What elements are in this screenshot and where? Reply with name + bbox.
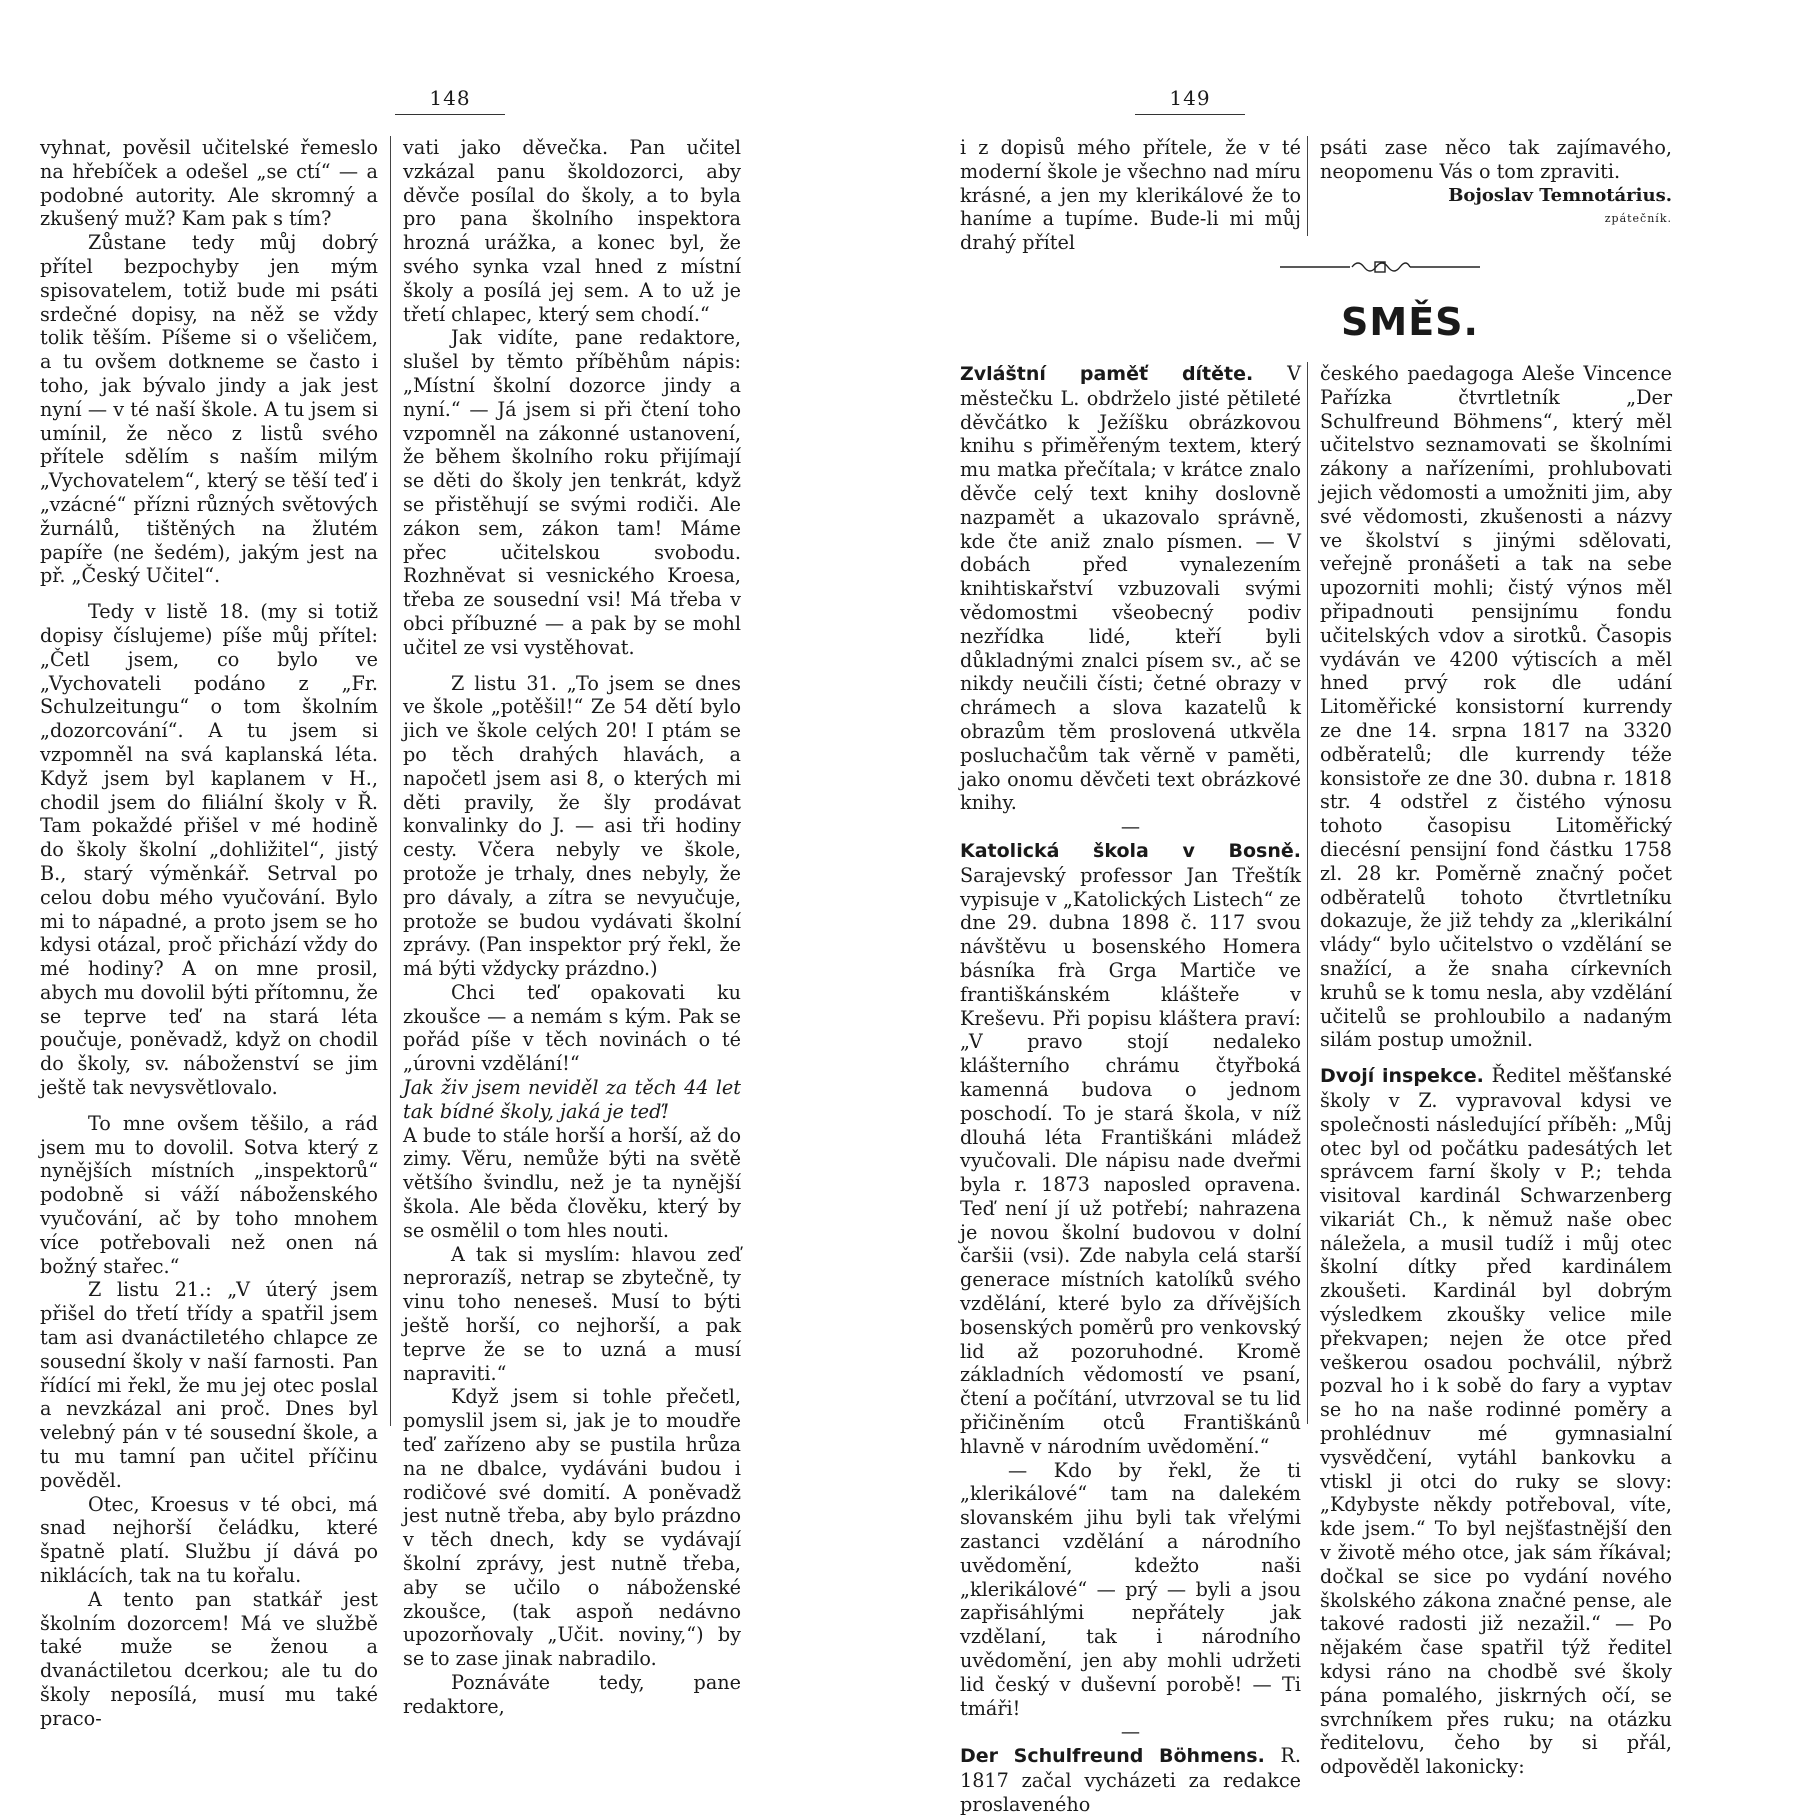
page-number-rule: [1135, 114, 1245, 115]
paragraph: Poznáváte tedy, pane redaktore,: [403, 1671, 741, 1718]
column-rule: [1307, 136, 1308, 236]
paragraph: A tento pan statkář jest školním dozorcem! Má ve službě také muže se ženou a dvanáctiletou dcerkou; ale tu do školy neposílá, musí mu také praco-: [40, 1587, 378, 1730]
signature-subtitle: zpátečník.: [1604, 212, 1672, 226]
page-number: 149: [1169, 86, 1211, 110]
article: [960, 1744, 1301, 1816]
left-column-2: [403, 136, 741, 1719]
right-column-1: [960, 362, 1301, 1817]
right-top-column-1: [960, 136, 1301, 255]
paragraph: — Kdo by řekl, že ti „klerikálové“ tam na dalekém slovanském jihu byli tak vřelými zastanci vzdělání a národního uvědomění, kdežto naši „klerikálové“ — prý — byli a jsou zapřisáhlými nepřátely jak vzdělaní, tak i národního uvědomění, jen aby mohli udržeti lid český v duševní porobě! — Ti tmáři!: [960, 1458, 1301, 1720]
page-number-rule: [395, 114, 505, 115]
right-top-column-2: [1320, 136, 1672, 231]
article: [960, 839, 1301, 1459]
article-body: Sarajevský professor Jan Třeštík vypisuje v „Katolických Listech“ ze dne 29. dubna 1898 č. 117 svou návštěvu u bosenského Homera básníka frà Grga Martiče ve františkánském klášteře v Kreševu. Při popisu kláštera praví: „V pravo stojí nedaleko klášterního chrámu čtyřboká kamenná budova o jednom poschodí. To je stará škola, v níž dlouhá léta Františkáni mládež vyučovali. Dle nápisu nade dveřmi byla r. 1873 naposled opravena. Teď není jí už potřebí; nahrazena je novou školní budovou v dolní čaršii (vsi). Zde nabyla celá starší generace místních katolíků svého vzdělání, které bylo za dřívějších bosenských poměrů pro venkovský lid až pozoruhodné. Kromě základních vědomostí ve psaní, čtení a počítání, utvrzoval se tu lid přičiněním otců Františkánů hlavně v národním uvědomění.“: [960, 863, 1301, 1458]
column-rule: [390, 136, 391, 1426]
paragraph: Když jsem si tohle přečetl, pomyslil jsem si, jak je to moudře teď zařízeno aby se pustila hrůza na ne dbalce, vydáváni budou i rodičové své domití. A poněvadž jest nutně třeba, aby bylo prázdno v těch dnech, kdy se vydávají školní zprávy, jest nutně třeba, aby se učilo o náboženské zkoušce, (tak aspoň nedávno upozorňovaly „Učit. noviny,“) by se to zase jinak nabradilo.: [403, 1385, 741, 1671]
article-body: V městečku L. obdrželo jisté pětileté děvčátko k Ježíšku obrázkovou knihu s přiměřeným textem, který mu matka přečítala; v krátce znalo děvče celý text knihy doslovně nazpamět a ukazovalo správně, kde čte aniž znalo písmen. — V dobách před vynalezením knihtiskařství vzbuzovali svými vědomostmi všeobecný podiv nezřídka lidé, kteří byli důkladnými znalci písem sv., ač se nikdy neučili čísti; četné obrazy v chrámech a slova kazatelů k obrazům těm proslovená utkvěla posluchačům tak věrně v paměti, jako onomu děvčeti text obrázkové knihy.: [960, 362, 1301, 815]
separator-dash: —: [1120, 1720, 1141, 1744]
paragraph: Tedy v listě 18. (my si totiž dopisy číslujeme) píše můj přítel: „Četl jsem, co bylo ve „Vychovateli podáno z „Fr. Schulzeitungu“ o tom školním „dozorcování“. A tu jsem si vzpomněl na svá kaplanská léta. Když jsem byl kaplanem v H., chodil jsem do filiální školy v Ř. Tam pokaždé přišel v mé hodině do školy školní „dohližitel“, jistý B., starý výměnkář. Setrval po celou dobu mého vyučování. Bylo mi to nápadné, a proto jsem se ho kdysi otázal, proč přichází vždy do mé hodiny? A on mne prosil, abych mu dovolil býti přítomnu, že se teprve teď na stará léta poučuje, poněvadž, když on chodil do školy, sv. náboženství se jim ještě tak nevysvětlovalo.: [40, 600, 378, 1100]
paragraph: Otec, Kroesus v té obci, má snad nejhorší čeládku, které špatně platí. Službu jí dává po niklácích, tak na tu kořalu.: [40, 1492, 378, 1588]
column-rule: [1307, 362, 1308, 1424]
signature: Bojoslav Temnotárius.: [1448, 184, 1672, 206]
paragraph: Chci teď opakovati ku zkoušce — a nemám s kým. Pak se pořád píše v těch novinách o té „úrovni vzdělání!“: [403, 980, 741, 1076]
right-column-2: [1320, 362, 1672, 1779]
paragraph: vati jako děvečka. Pan učitel vzkázal panu školdozorci, aby děvče posílal do školy, a to byla pro pana školního inspektora hrozná urážka, a konec byl, že svého synka vzal hned z místní školy a posílá jej sem. A to už je třetí chlapec, který sem chodí.“: [403, 136, 741, 326]
article-heading: Der Schulfreund Böhmens.: [960, 1745, 1281, 1768]
article: [1320, 1064, 1672, 1779]
paragraph: vyhnat, pověsil učitelské řemeslo na hřebíček a odešel „se ctí“ — a podobné autority. Ale skromný a zkušený muž? Kam pak s tím?: [40, 136, 378, 231]
article-body: R. 1817 začal vycházeti za redakce proslaveného: [960, 1744, 1301, 1816]
paragraph: i z dopisů mého přítele, že v té moderní škole je všechno nad míru krásné, a jen my klerikálové že to haníme a tupíme. Bude-li mi můj drahý přítel: [960, 136, 1301, 255]
paragraph: psáti zase něco tak zajímavého, neopomenu Vás o tom zpraviti.: [1320, 136, 1672, 183]
ornament-divider: [1280, 256, 1480, 278]
left-page: [0, 0, 907, 1730]
separator-dash: —: [1120, 815, 1141, 839]
paragraph-italic: [403, 1076, 741, 1124]
paragraph: To mne ovšem těšilo, a rád jsem mu to dovolil. Sotva který z nynějších místních „inspektorů“ podobně si váží náboženského vyučování, ač by toho mnohem více potřebovali než onen ná božný stařec.“: [40, 1111, 378, 1278]
article-body: Ředitel měšťanské školy v Z. vypravoval kdysi ve společnosti následující příběh: „Můj otec byl od počátku padesátých let správcem farní školy v P.; tehda visitoval kardinál Schwarzenberg vikariát Ch., k němuž naše obec náležela, a musil tudíž i můj otec školní dítky před kardinálem zkoušeti. Kardinál byl dobrým výsledkem zkoušky velice mile překvapen; nejen že otce před veškerou osadou pochválil, nýbrž pozval ho i k sobě do fary a vyptav se ho na naše rodinné poměry a prohlédnuv mé gymnasialní vysvědčení, vytáhl bankovku a vtiskl ji otci do ruky se slovy: „Kdybyste někdy potřeboval, víte, kde jsem.“ To byl nejšťastnější den v životě mého otce, jak sám říkával; dočkal se sice po vydání nového školského zákona značné pense, ale takové radosti již nezažil.“ — Po nějakém čase spatřil týž ředitel kdysi ráno na chodbě své školy pána pomalého, jiskrných očí, se svrchníkem přes ruku; na otázku ředitelovu, čeho by si přál, odpověděl lakonicky:: [1320, 1064, 1672, 1779]
section-title: SMĚS.: [1341, 300, 1479, 344]
article: [960, 362, 1301, 815]
paragraph: Jak vidíte, pane redaktore, slušel by těmto příběhům nápis: „Místní školní dozorce jindy a nyní.“ — Já jsem si při čtení toho vzpomněl na zákonné ustanovení, že během školního roku přijímají se děti do školy jen tenkrát, když se přistěhují se svými rodiči. Ale zákon sem, zákon tam! Máme přec učitelskou svobodu. Rozhněvat si vesnického Kroesa, třeba ze sousední vsi! Má třeba v obci příbuzné — a pak by se mohl učitel ze vsi vystěhovat.: [403, 326, 741, 659]
paragraph: českého paedagoga Aleše Vincence Pařízka čtvrtletník „Der Schulfreund Böhmens“, který měl učitelstvo seznamovati se školními zákony a nařízeními, prohlubovati jejich vědomosti a umožniti jim, aby své vědomosti, zkušenosti a názvy ve školství s jinými sdělovati, veřejně pronášeti a tak na sebe upozorniti mohli; čistý výnos měl připadnouti pensijnímu fondu učitelských vdov a sirotků. Časopis vydáván ve 4200 výtiscích a měl hned prvý rok dle udání Litoměřické konsistorní kurrendy ze dne 14. srpna 1817 na 3320 odběratelů; dle kurrendy téže konsistoře ze dne 30. dubna r. 1818 str. 4 odstřel z čistého výnosu tohoto časopisu Litoměřický diecésní pensijní fond částku 1758 zl. 28 kr. Poměrně značný počet odběratelů tohoto čtvrtletníku dokazuje, že již tehdy za „klerikální vlády“ bylo učitelstvo o vzdělání se snažící, a že snaha církevních kruhů se k tomu nesla, aby vzdělání učitelů se prohloubilo a nadaným silám postup umožnil.: [1320, 362, 1672, 1052]
paragraph: A tak si myslím: hlavou zeď neprorazíš, netrap se zbytečně, ty vinu toho neneseš. Musí to býti ještě horší, co nejhorší, a pak teprve že se to uzná a musí napraviti.“: [403, 1242, 741, 1385]
paragraph: Z listu 21.: „V úterý jsem přišel do třetí třídy a spatřil jsem tam asi dvanáctiletého chlapce ze sousední školy v naší farnosti. Pan řídící mi řekl, že mu jej otec poslal a nevzkázal ani proč. Dnes byl velebný pán v té sousední škole, a tu mu tamní pan učitel příčinu pověděl.: [40, 1278, 378, 1492]
page-number: 148: [429, 86, 471, 110]
paragraph: Z listu 31. „To jsem se dnes ve škole „potěšil!“ Ze 54 dětí bylo jich ve škole celých 20! I ptám se po těch drahých hlavách, a napočetl jsem asi 8, o kterých mi děti pravily, že šly prodávat konvalinky do J. — asi tři hodiny cesty. Včera nebyly ve škole, protože je trhaly, dnes nebyly, že pro dávaly, a zítra se nevyučuje, protože se budou vydávati školní zprávy. (Pan inspektor prý řekl, že má býti vždycky prázdno.): [403, 671, 741, 981]
article-heading: Katolická škola v Bosně.: [960, 839, 1301, 862]
article-heading: Zvláštní paměť dítěte.: [960, 363, 1288, 385]
italic-quote: Jak živ jsem neviděl za těch 44 let tak bídné školy, jaká je teď!: [403, 1076, 741, 1123]
paragraph: A bude to stále horší a horší, až do zimy. Věru, nemůže býti na světě většího švindlu, než je ta nynější škola. Ale běda člověku, který by se osmělil o tom hles nouti.: [403, 1123, 741, 1242]
left-column-1: [40, 136, 378, 1731]
article-heading: Dvojí inspekce.: [1320, 1065, 1492, 1088]
paragraph: Zůstane tedy můj dobrý přítel bezpochyby jen mým spisovatelem, totiž bude mi psáti srdečné dopisy, na něž se vždy tolik těším. Píšeme si o všeličem, a tu ovšem dotkneme se často i toho, jak bývalo jindy a jak jest nyní — v té naší škole. A tu jsem si umínil, že něco z listů svého přítele sdělím s naším milým „Vychovatelem“, který se těší teď i „vzácné“ přízni různých světových žurnálů, tištěných na žlutém papíře (ne šedém), jakým jest na př. „Český Učitel“.: [40, 231, 378, 588]
